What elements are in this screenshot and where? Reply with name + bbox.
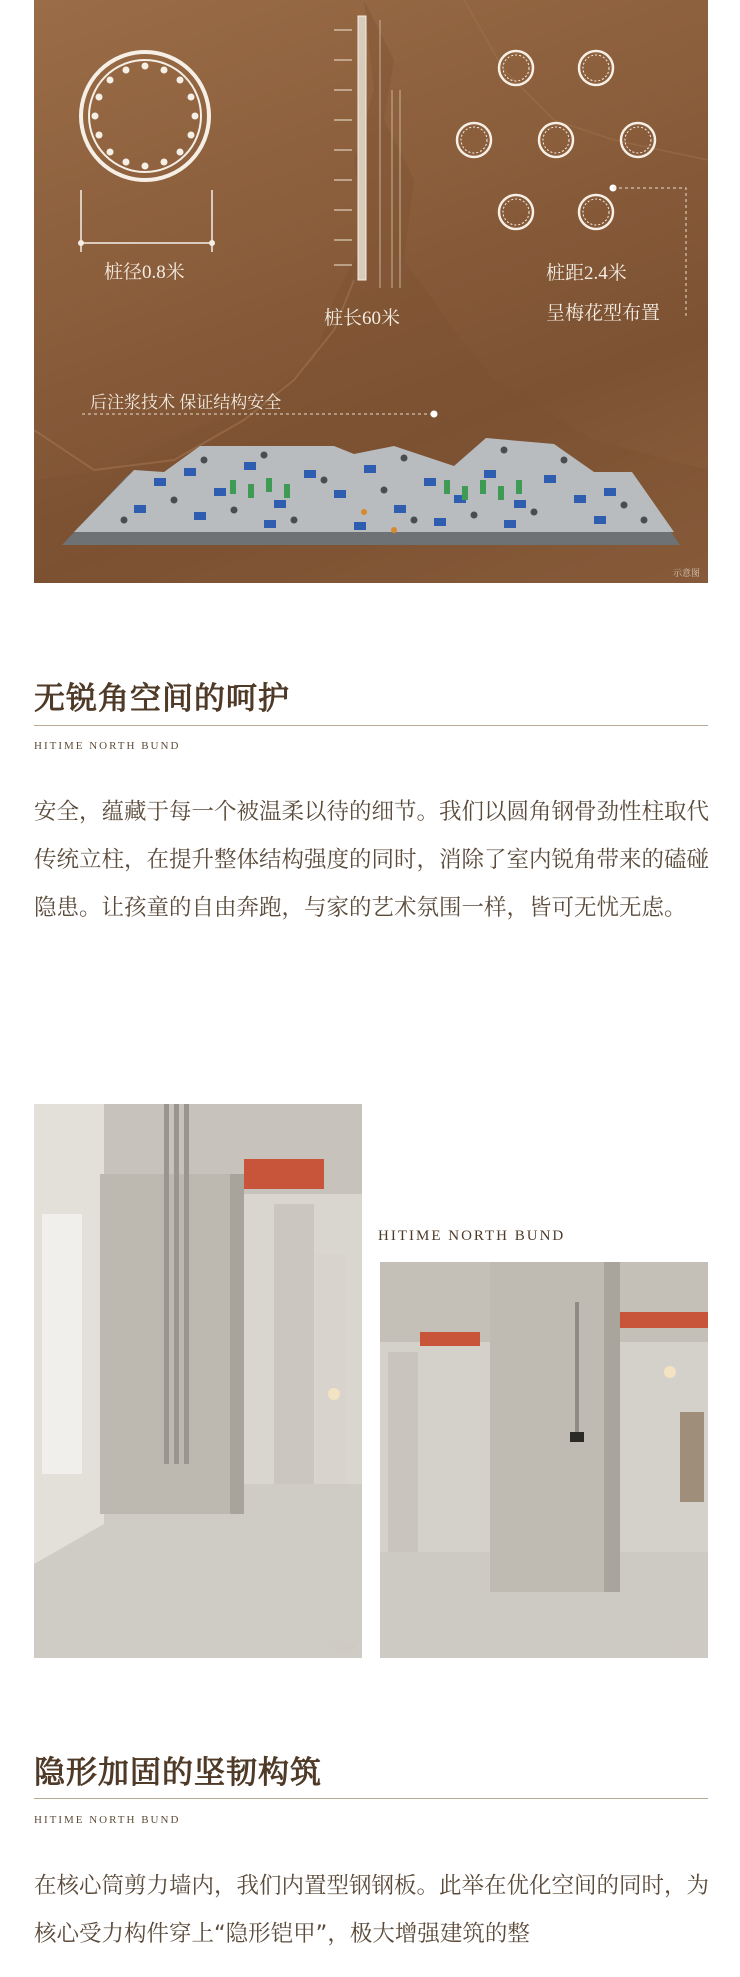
pile-foundation-diagram: [34, 0, 708, 583]
pile-diameter-label: 桩径0.8米: [104, 262, 185, 283]
interior-photo-right: [380, 1262, 708, 1658]
photo-tag-left: 实景图: [328, 1643, 356, 1653]
interior-photo-left-image: [34, 1104, 362, 1658]
grout-technique-label: 后注浆技术 保证结构安全: [90, 393, 282, 412]
schematic-tag: 示意图: [672, 568, 700, 578]
pile-spacing-label: 桩距2.4米: [546, 263, 627, 284]
section-paragraph-2: 在核心筒剪力墙内，我们内置型钢钢板。此举在优化空间的同时，为核心受力构件穿上“隐形铠甲”，极大增强建筑的整: [34, 1873, 710, 1947]
pile-length-label: 桩长60米: [324, 308, 401, 329]
section-title-no-sharp-corners: 无锐角空间的呵护: [34, 681, 290, 717]
pile-cross-section-icon: [78, 52, 215, 252]
section-divider: [34, 725, 708, 726]
mid-brand-label: HITIME NORTH BUND: [378, 1228, 566, 1244]
pile-layout-dots-icon: [461, 55, 651, 225]
section-divider-2: [34, 1798, 708, 1799]
section-paragraph: 安全，蕴藏于每一个被温柔以待的细节。我们以圆角钢骨劲性柱取代传统立柱，在提升整体结构强度的同时，消除了室内锐角带来的磕碰隐患。让孩童的自由奔跑，与家的艺术氛围一样，皆可无忧无虑。: [34, 799, 710, 921]
photo-tag-right: 实景图: [674, 1643, 702, 1653]
section-subbrand: HITIME NORTH BUND: [34, 740, 181, 752]
section-title-invisible-reinforcement: 隐形加固的坚韧构筑: [34, 1755, 322, 1791]
section-subbrand-2: HITIME NORTH BUND: [34, 1814, 181, 1826]
interior-photo-left: [34, 1104, 362, 1658]
interior-photo-right-image: [380, 1262, 708, 1658]
pile-layout-label: 呈梅花型布置: [546, 303, 661, 324]
diagram-graphics: [34, 0, 708, 583]
